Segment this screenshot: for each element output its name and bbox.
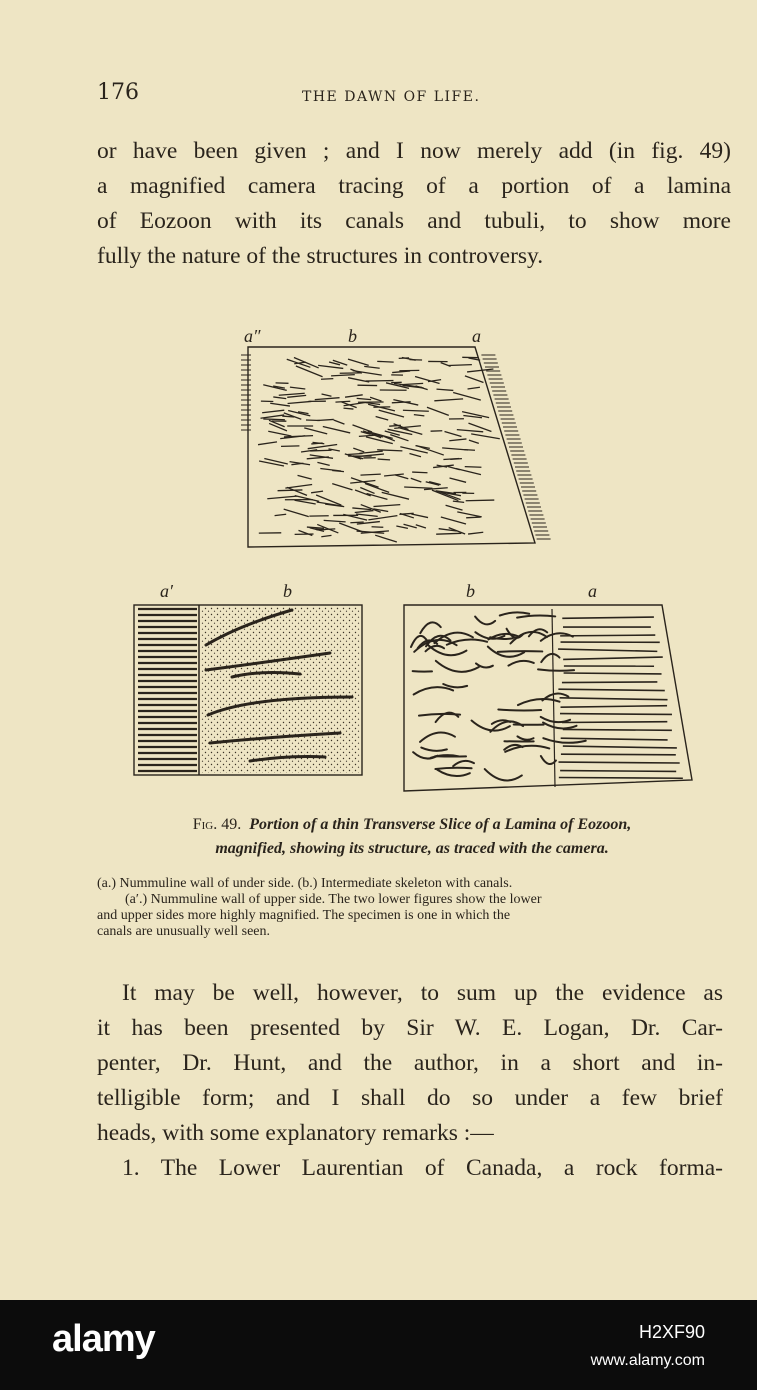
engraving-stroke (307, 527, 324, 528)
text-line: it has been presented by Sir W. E. Logan, Dr. Car- (97, 1015, 723, 1041)
engraving-stroke (563, 657, 663, 659)
engraving-stroke (561, 738, 668, 740)
engraving-stroke (395, 475, 408, 479)
label-b-bottom-right: b (466, 581, 475, 601)
engraving-stroke (541, 633, 573, 641)
engraving-stroke (498, 651, 543, 652)
engraving-stroke (382, 492, 409, 499)
engraving-stroke (334, 420, 345, 424)
engraving-stroke (538, 669, 574, 670)
engraving-stroke (434, 399, 463, 401)
engraving-stroke (441, 517, 466, 524)
label-b-bottom-left: b (283, 581, 292, 601)
figure-label: Fig. 49. (192, 816, 242, 833)
engraving-stroke (318, 365, 343, 368)
engraving-stroke (420, 622, 440, 633)
running-title: THE DAWN OF LIFE. (302, 89, 481, 105)
engraving-stroke (262, 410, 284, 413)
engraving-stroke (541, 717, 570, 722)
engraving-stroke (356, 514, 378, 516)
engraving-stroke (457, 430, 483, 432)
engraving-stroke (500, 612, 529, 615)
engraving-stroke (541, 654, 559, 662)
engraving-stroke (445, 432, 462, 437)
engraving-stroke (517, 736, 533, 739)
caption-line-2: magnified, showing its structure, as traced with the camera. (215, 840, 609, 857)
engraving-stroke (268, 431, 291, 436)
engraving-stroke (295, 500, 316, 504)
engraving-stroke (558, 649, 657, 651)
engraving-stroke (260, 415, 284, 418)
top-lamina-drawing (241, 347, 551, 547)
engraving-stroke (287, 487, 307, 495)
engraving-stroke (343, 408, 353, 409)
engraving-stroke (559, 762, 680, 763)
engraving-stroke (273, 397, 286, 399)
bottom-left-drawing (134, 605, 362, 775)
engraving-stroke (322, 394, 332, 396)
engraving-stroke (412, 472, 427, 473)
engraving-stroke (378, 459, 390, 460)
engraving-stroke (366, 381, 394, 382)
engraving-stroke (331, 375, 355, 376)
engraving-stroke (348, 359, 369, 365)
engraving-stroke (453, 761, 474, 766)
engraving-stroke (562, 722, 667, 723)
engraving-stroke (333, 360, 347, 365)
engraving-stroke (375, 535, 397, 542)
text-line: 1. The Lower Laurentian of Canada, a rock forma- (122, 1155, 723, 1181)
caption-line-1: Portion of a thin Transverse Slice of a Lamina of Eozoon, (249, 816, 632, 833)
engraving-stroke (558, 689, 664, 690)
engraving-stroke (396, 526, 408, 528)
engraving-stroke (468, 532, 483, 534)
label-a-double-prime: a″ (244, 326, 261, 346)
engraving-stroke (427, 407, 449, 415)
engraving-stroke (441, 363, 451, 367)
engraving-stroke (563, 729, 672, 730)
engraving-stroke (453, 501, 464, 502)
paragraph-summary (97, 976, 723, 1186)
engraving-stroke (353, 425, 373, 432)
engraving-stroke (413, 671, 432, 672)
engraving-stroke (475, 617, 495, 625)
engraving-stroke (321, 379, 333, 380)
text-line: It may be well, however, to sum up the evidence as (122, 980, 723, 1006)
text-line: or have been given ; and I now merely add (in fig. 49) (97, 138, 731, 164)
engraving-stroke (360, 474, 380, 475)
engraving-stroke (278, 490, 303, 491)
engraving-stroke (290, 387, 305, 389)
engraving-stroke (465, 376, 484, 383)
engraving-stroke (447, 466, 459, 469)
eozoon-figure (0, 325, 757, 795)
engraving-stroke (310, 450, 331, 451)
engraving-stroke (304, 428, 327, 434)
engraving-stroke (471, 434, 500, 439)
engraving-stroke (350, 481, 375, 484)
watermark-bar (0, 1300, 757, 1390)
engraving-stroke (258, 442, 277, 445)
engraving-stroke (436, 661, 479, 672)
paragraph-intro (97, 134, 731, 274)
engraving-stroke (367, 494, 388, 500)
engraving-stroke (421, 748, 447, 751)
engraving-stroke (436, 389, 453, 390)
text-line: telligible form; and I shall do so under a few brief (97, 1085, 723, 1111)
engraving-stroke (457, 512, 481, 517)
bottom-right-drawing (404, 605, 692, 791)
engraving-stroke (498, 709, 541, 710)
engraving-stroke (355, 511, 374, 513)
engraving-stroke (468, 387, 480, 389)
engraving-stroke (373, 505, 400, 507)
engraving-stroke (559, 777, 683, 778)
engraving-stroke (466, 500, 495, 501)
engraving-stroke (279, 393, 305, 395)
engraving-stroke (335, 401, 350, 402)
engraving-stroke (372, 527, 384, 528)
engraving-stroke (392, 371, 410, 373)
figure-caption (97, 813, 727, 861)
engraving-stroke (517, 615, 555, 617)
engraving-stroke (291, 463, 303, 464)
engraving-stroke (414, 415, 424, 416)
engraving-stroke (468, 423, 491, 431)
engraving-stroke (469, 440, 479, 443)
engraving-stroke (311, 443, 322, 444)
engraving-stroke (332, 484, 352, 490)
engraving-stroke (560, 714, 672, 715)
engraving-stroke (508, 661, 533, 666)
engraving-stroke (505, 746, 549, 752)
engraving-stroke (443, 684, 467, 687)
engraving-stroke (376, 416, 389, 420)
engraving-stroke (298, 475, 312, 479)
legend-line: canals are unusually well seen. (97, 924, 270, 939)
legend-line: (a′.) Nummuline wall of upper side. The two lower figures show the lower (125, 892, 542, 907)
engraving-stroke (320, 468, 341, 470)
engraving-stroke (377, 361, 393, 362)
engraving-stroke (384, 474, 404, 476)
engraving-stroke (560, 635, 655, 636)
engraving-stroke (403, 410, 429, 411)
page-header (97, 80, 730, 110)
engraving-stroke (416, 525, 426, 528)
figure-legend (97, 876, 727, 940)
engraving-stroke (288, 401, 312, 403)
engraving-stroke (436, 533, 461, 534)
legend-line: (a.) Nummuline wall of under side. (b.) Intermediate skeleton with canals. (97, 876, 513, 891)
text-line: fully the nature of the structures in controversy. (97, 243, 544, 269)
engraving-stroke (562, 617, 654, 618)
engraving-stroke (308, 444, 337, 448)
engraving-stroke (404, 487, 432, 488)
engraving-stroke (263, 419, 285, 420)
engraving-stroke (449, 439, 466, 441)
engraving-stroke (414, 687, 453, 694)
engraving-stroke (411, 514, 428, 518)
engraving-stroke (315, 398, 340, 400)
engraving-stroke (446, 505, 463, 510)
engraving-stroke (311, 491, 323, 493)
engraving-stroke (563, 746, 677, 748)
engraving-stroke (560, 771, 676, 772)
engraving-stroke (564, 673, 662, 674)
engraving-stroke (323, 427, 350, 433)
text-line: a magnified camera tracing of a portion of a lamina (97, 173, 731, 199)
image-id: H2XF90 (638, 1322, 705, 1342)
legend-line: and upper sides more highly magnified. The specimen is one in which the (97, 908, 511, 923)
engraving-stroke (435, 768, 471, 769)
engraving-stroke (284, 509, 309, 517)
engraving-stroke (450, 478, 467, 482)
engraving-stroke (285, 485, 312, 489)
engraving-stroke (449, 365, 472, 366)
engraving-stroke (368, 404, 395, 411)
engraving-stroke (560, 706, 667, 708)
engraving-stroke (409, 454, 421, 457)
engraving-stroke (398, 427, 422, 434)
label-a-top: a (472, 326, 481, 346)
site-url: www.alamy.com (590, 1352, 705, 1369)
engraving-stroke (465, 467, 482, 468)
engraving-stroke (270, 403, 290, 406)
engraving-stroke (416, 446, 443, 456)
label-a-prime: a′ (160, 581, 173, 601)
engraving-stroke (466, 517, 481, 518)
engraving-stroke (485, 769, 522, 780)
engraving-stroke (370, 397, 381, 401)
engraving-stroke (357, 398, 371, 399)
engraving-stroke (350, 522, 363, 523)
engraving-stroke (420, 733, 455, 742)
engraving-stroke (561, 754, 676, 755)
text-line: heads, with some explanatory remarks :— (97, 1120, 494, 1146)
engraving-stroke (348, 453, 363, 454)
engraving-stroke (364, 366, 379, 368)
engraving-stroke (287, 395, 306, 397)
engraving-stroke (437, 770, 470, 776)
engraving-stroke (411, 478, 422, 482)
engraving-stroke (543, 722, 576, 728)
engraving-stroke (317, 462, 329, 465)
text-line: of Eozoon with its canals and tubuli, to show more (97, 208, 731, 234)
engraving-stroke (321, 535, 331, 536)
engraving-stroke (541, 756, 556, 764)
engraving-stroke (560, 698, 668, 700)
engraving-stroke (379, 410, 404, 417)
page-number: 176 (97, 80, 139, 105)
engraving-stroke (353, 448, 364, 452)
label-b-top: b (348, 326, 357, 346)
engraving-stroke (562, 682, 657, 683)
engraving-stroke (345, 395, 363, 397)
engraving-stroke (267, 496, 297, 499)
text-line: penter, Dr. Hunt, and the author, in a short and in- (97, 1050, 723, 1076)
engraving-stroke (275, 514, 287, 515)
label-a-bottom-right: a (588, 581, 597, 601)
brand-logo: alamy (52, 1318, 155, 1360)
engraving-stroke (324, 520, 346, 521)
engraving-stroke (419, 714, 460, 716)
engraving-stroke (442, 448, 468, 450)
